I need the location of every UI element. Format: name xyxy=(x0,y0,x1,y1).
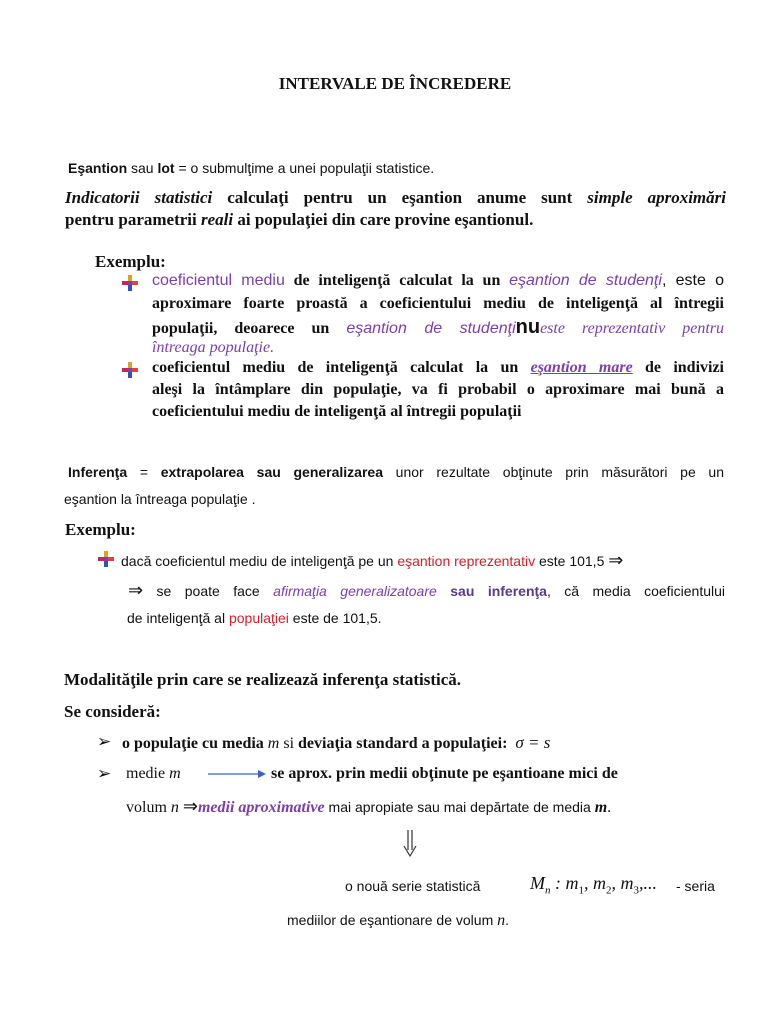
paragraph-indicators-l1 xyxy=(65,188,726,208)
text: , m xyxy=(611,873,634,893)
example1-bullet1-l2: aproximare foarte proastă a coeficientului mediu de inteligenţă al întregii xyxy=(152,295,724,312)
text: Inferenţa xyxy=(68,464,128,480)
item-population xyxy=(122,733,550,753)
term-esantion: Eşantion xyxy=(68,160,128,176)
example-heading: Exemplu: xyxy=(95,252,166,271)
text: 2 xyxy=(606,884,612,897)
item-medie-desc: se aprox. prin medii obţinute pe eşantioane mici de xyxy=(271,765,618,782)
arrow-bullet-icon: ➢ xyxy=(97,732,112,751)
bullet-icon xyxy=(122,275,138,291)
text: eşantion reprezentativ xyxy=(397,553,536,569)
example2-line1 xyxy=(121,550,623,571)
text: se poate face xyxy=(143,583,274,599)
text: este reprezentativ pentru xyxy=(540,320,725,337)
example1-bullet2-l3: coeficientului mediu de inteligenţă al întregii populaţii xyxy=(152,403,522,420)
text: afirmaţia generalizatoare xyxy=(273,583,437,599)
definition-inferenta-l2: eşantion la întreaga populaţie . xyxy=(64,491,256,507)
text: = xyxy=(127,464,161,480)
series-line2 xyxy=(287,912,509,930)
text: n xyxy=(545,884,551,897)
text: m xyxy=(267,735,280,752)
paragraph-indicators-l2 xyxy=(65,210,533,230)
consider-label: Se consideră: xyxy=(64,702,161,721)
text: 3 xyxy=(633,884,639,897)
text: mediilor de eşantionare de volum xyxy=(287,912,498,928)
text: dacă coeficientul mediu de inteligenţă pe un xyxy=(121,553,398,569)
example1-bullet1-l3 xyxy=(152,316,724,339)
text: unor rezultate obţinute prin măsurători pe un xyxy=(382,464,724,480)
text: coeficientul mediu xyxy=(152,272,285,289)
text: populaţii, deoarece un xyxy=(152,320,347,337)
example2-line2 xyxy=(128,580,725,601)
text: , este o xyxy=(661,272,724,289)
text: extrapolarea sau generalizarea xyxy=(160,464,383,480)
text: este 101,5 xyxy=(535,553,609,569)
example1-bullet2-l1 xyxy=(152,359,724,377)
bullet-icon xyxy=(122,362,138,378)
implies-symbol: ⇒ xyxy=(128,580,144,600)
text: coeficientul mediu de inteligenţă calculat la un xyxy=(152,359,531,376)
term-lot: lot xyxy=(157,160,175,176)
text: 1 xyxy=(578,884,584,897)
section-heading: Modalităţile prin care se realizează inferenţa statistică. xyxy=(64,670,462,689)
sigma-formula: σ = s xyxy=(515,733,551,752)
series-label: - seria xyxy=(676,878,715,894)
text: este de 101,5. xyxy=(288,610,382,626)
text: . xyxy=(505,912,510,928)
text: eşantion de studenţi xyxy=(346,320,516,337)
example1-bullet2-l2: aleşi la întâmplare din populaţie, va fi probabil o aproximare mai bună a xyxy=(152,381,724,398)
text: n xyxy=(170,799,179,816)
text: de indivizi xyxy=(632,359,725,376)
text: populaţiei xyxy=(228,610,289,626)
text: sau inferenţa xyxy=(450,583,547,599)
text: , că media coeficientului xyxy=(546,583,726,599)
text: deviaţia standard a populaţiei: xyxy=(298,735,508,752)
text: medie xyxy=(126,765,170,782)
text: calculaţi pentru un eşantion anume sunt xyxy=(212,188,588,207)
text: . xyxy=(607,799,612,816)
text: o populaţie cu media xyxy=(122,735,268,752)
bullet-icon xyxy=(98,551,114,567)
text: Indicatorii statistici xyxy=(65,188,213,207)
text: si xyxy=(279,735,299,752)
example2-line3 xyxy=(127,610,382,626)
text: pentru parametrii xyxy=(65,210,201,229)
example-heading-2: Exemplu: xyxy=(65,520,136,539)
example1-bullet1-l1 xyxy=(152,272,724,290)
text: de inteligenţă al xyxy=(127,610,229,626)
text: eşantion de studenţi xyxy=(509,272,662,289)
down-arrow-icon xyxy=(402,830,418,858)
text: simple aproximări xyxy=(587,188,726,207)
arrow-bullet-icon: ➢ xyxy=(97,764,112,783)
text: volum xyxy=(126,799,171,816)
text: , m xyxy=(584,873,606,893)
text: eşantion mare xyxy=(530,359,633,376)
series-formula xyxy=(530,873,657,897)
text: medii aproximative xyxy=(197,799,325,816)
item-volum xyxy=(126,796,611,817)
text: ,... xyxy=(639,873,657,893)
text: = o submulţime a unei populaţii statistice. xyxy=(174,160,435,176)
text: M xyxy=(530,873,545,893)
text: m xyxy=(169,765,181,782)
text: de inteligenţă calculat la un xyxy=(284,272,510,289)
implies-symbol: ⇒ xyxy=(608,550,624,570)
definition-esantion xyxy=(68,160,434,176)
text: sau xyxy=(127,160,158,176)
implies-symbol: ⇒ xyxy=(182,796,198,816)
definition-inferenta-l1 xyxy=(68,464,724,480)
text: m xyxy=(594,799,608,816)
text: mai apropiate sau mai depărtate de media xyxy=(324,799,595,815)
text: ai populaţiei din care provine eşantionul. xyxy=(233,210,534,229)
text: nu xyxy=(515,316,541,338)
series-intro: o nouă serie statistică xyxy=(345,878,481,894)
example1-bullet1-l4: întreaga populaţie. xyxy=(152,339,275,356)
page-title: INTERVALE DE ÎNCREDERE xyxy=(278,74,512,93)
text: n xyxy=(497,912,506,929)
blue-arrow-icon xyxy=(208,767,266,781)
text: reali xyxy=(200,210,234,229)
item-medie xyxy=(126,765,181,783)
text: : m xyxy=(550,873,579,893)
